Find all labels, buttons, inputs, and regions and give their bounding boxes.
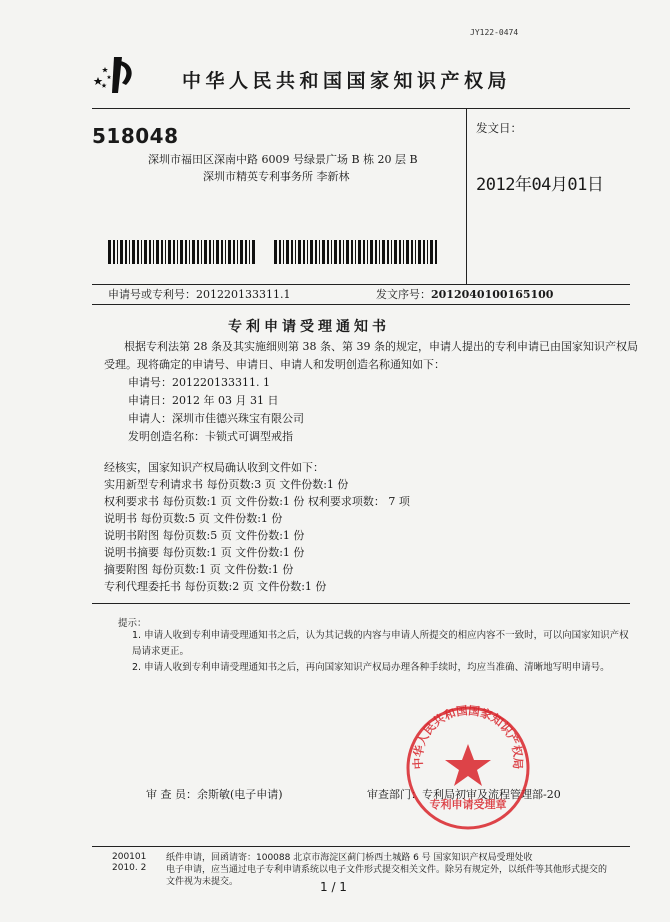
form-code: JY122-0474 — [470, 28, 519, 37]
page-number: 1 / 1 — [320, 880, 347, 894]
header-rule — [92, 108, 630, 109]
field-application-number: 申请号：201220133311. 1 — [128, 376, 270, 389]
tip-item: 1. 申请人收到专利申请受理通知书之后，认为其记载的内容与申请人所提交的相应内容不一致时，可以向国家知识产权局请求更正。 — [132, 630, 629, 657]
footer-line-2: 电子申请，应当通过电子专利申请系统以电子文件形式提交相关文件。除另有规定外，以纸件等其他形式提交的 — [166, 865, 608, 875]
sent-date-label: 发文日： — [476, 121, 522, 135]
footer-line-3: 文件视为未提交。 — [166, 877, 239, 887]
received-intro: 经核实，国家知识产权局确认收到文件如下： — [104, 461, 324, 474]
received-item: 摘要附图 每份页数:1 页 文件份数:1 份 — [104, 563, 294, 576]
examiner: 审 查 员：余斯敏(电子申请) — [146, 788, 283, 801]
application-number-value: 201220133311.1 — [196, 288, 291, 301]
footer-code-1: 200101 — [112, 852, 147, 862]
received-item: 说明书 每份页数:5 页 文件份数:1 份 — [104, 512, 283, 525]
received-item: 实用新型专利请求书 每份页数:3 页 文件份数:1 份 — [104, 478, 349, 491]
notice-title: 专利申请受理通知书 — [228, 319, 390, 335]
barcode-left — [108, 240, 258, 264]
notice-paragraph: 根据专利法第 28 条及其实施细则第 38 条、第 39 条的规定，申请人提出的专利申请已由国家知识产权局受理。现将确定的申请号、申请日、申请人和发明创造名称通知如下： — [104, 340, 638, 371]
address-line-2: 深圳市精英专利事务所 李新林 — [203, 170, 350, 183]
field-application-date: 申请日：2012 年 03 月 31 日 — [128, 394, 279, 407]
box-rule-2 — [92, 304, 630, 305]
serial-number-value: 2012040100165100 — [431, 288, 554, 301]
footer-code-2: 2010. 2 — [112, 863, 147, 873]
footer-rule — [92, 846, 630, 847]
cnipa-logo-icon — [92, 55, 138, 95]
tips-rule — [92, 603, 630, 604]
footer-line-1: 纸件申请，回函请寄：100088 北京市海淀区蓟门桥西土城路 6 号 国家知识产权局受理处收 — [166, 853, 533, 863]
serial-number-label: 发文序号： — [376, 288, 431, 301]
department: 审查部门：专利局初审及流程管理部-20 — [367, 788, 561, 801]
application-number-label: 申请号或专利号： — [108, 288, 196, 301]
received-item: 专利代理委托书 每份页数:2 页 文件份数:1 份 — [104, 580, 327, 593]
box-rule-1 — [92, 284, 630, 285]
serial-number — [376, 286, 553, 302]
box-divider — [466, 108, 467, 284]
application-number — [108, 286, 290, 302]
field-applicant: 申请人：深圳市佳德兴珠宝有限公司 — [128, 412, 304, 425]
address-line-1: 深圳市福田区深南中路 6009 号绿景广场 B 栋 20 层 B — [148, 153, 418, 166]
svg-text:中华人民共和国国家知识产权局: 中华人民共和国国家知识产权局 — [410, 704, 526, 770]
field-invention-title: 发明创造名称：卡锁式可调型戒指 — [128, 430, 293, 443]
received-item: 说明书摘要 每份页数:1 页 文件份数:1 份 — [104, 546, 305, 559]
svg-text:专利申请受理章: 专利申请受理章 — [429, 798, 507, 811]
office-name: 中华人民共和国国家知识产权局 — [182, 70, 512, 92]
tips-label: 提示： — [118, 618, 147, 629]
barcode-right — [274, 240, 440, 264]
tip-item: 2. 申请人收到专利申请受理通知书之后，再向国家知识产权局办理各种手续时，均应当准确、清晰地写明申请号。 — [132, 662, 610, 673]
seal-stamp-icon — [404, 704, 532, 832]
received-item: 权利要求书 每份页数:1 页 文件份数:1 份 权利要求项数： 7 项 — [104, 495, 410, 508]
sent-date-value: 2012年04月01日 — [476, 175, 604, 195]
received-item: 说明书附图 每份页数:5 页 文件份数:1 份 — [104, 529, 305, 542]
postcode: 518048 — [92, 124, 179, 148]
